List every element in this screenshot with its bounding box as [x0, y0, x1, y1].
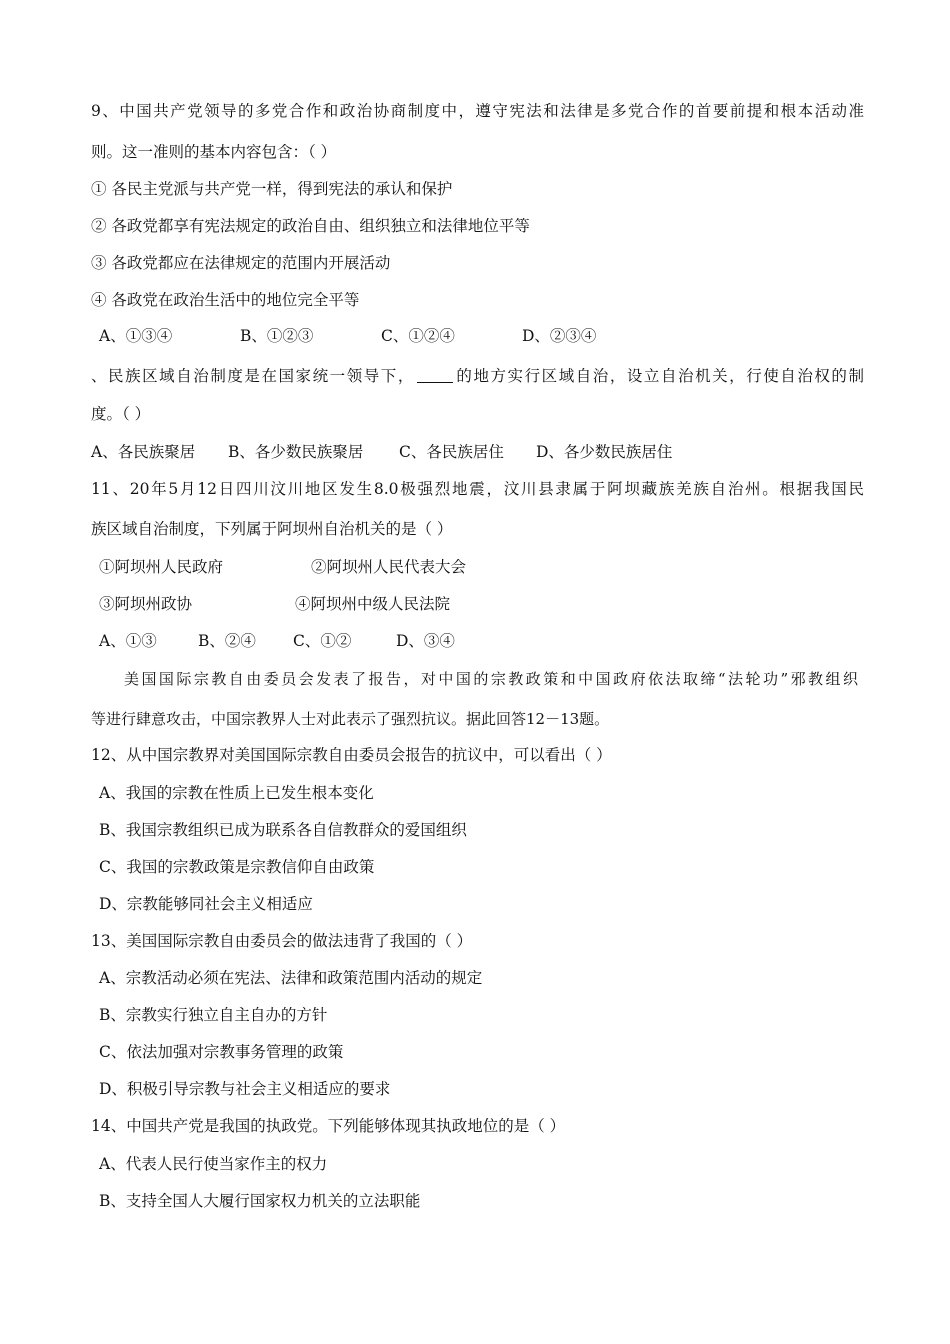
- q9-options: [99, 329, 864, 345]
- q10-options: [91, 445, 864, 461]
- passage-line1: 美国国际宗教自由委员会发表了报告，对中国的宗教政策和中国政府依法取缔“法轮功”邪教组织: [124, 670, 858, 688]
- q11-options: [99, 634, 864, 650]
- q14-stem: 14、中国共产党是我国的执政党。下列能够体现其执政地位的是（ ）: [91, 1117, 566, 1135]
- q10-stem-line1: [91, 368, 864, 385]
- q9-item-4: ④ 各政党在政治生活中的地位完全平等: [91, 291, 360, 309]
- q13-option-b[interactable]: B、宗教实行独立自主自办的方针: [99, 1006, 328, 1024]
- q9-stem-line2: 则。这一准则的基本内容包含：（ ）: [91, 143, 337, 161]
- q9-option-d[interactable]: D、②③④: [522, 327, 597, 345]
- q10-answer-blank: [417, 368, 453, 383]
- q14-option-a[interactable]: A、代表人民行使当家作主的权力: [99, 1155, 328, 1173]
- q9-item-2: ② 各政党都享有宪法规定的政治自由、组织独立和法律地位平等: [91, 217, 530, 235]
- q9-option-b[interactable]: B、①②③: [240, 327, 314, 345]
- q10-stem-post: 的地方实行区域自治，设立自治机关，行使自治权的制: [454, 367, 864, 385]
- q10-option-d[interactable]: D、各少数民族居住: [536, 443, 673, 461]
- q11-option-b[interactable]: B、②④: [198, 632, 256, 650]
- q11-item-4: ④阿坝州中级人民法院: [295, 595, 451, 613]
- q11-stem-line2: 族区域自治制度，下列属于阿坝州自治机关的是（ ）: [91, 520, 453, 538]
- q10-option-a[interactable]: A、各民族聚居: [91, 443, 196, 461]
- q14-option-b[interactable]: B、支持全国人大履行国家权力机关的立法职能: [99, 1192, 421, 1210]
- q10-option-c[interactable]: C、各民族居住: [399, 443, 504, 461]
- q12-option-b[interactable]: B、我国宗教组织已成为联系各自信教群众的爱国组织: [99, 821, 467, 839]
- q13-option-d[interactable]: D、积极引导宗教与社会主义相适应的要求: [99, 1080, 391, 1098]
- q9-stem-line1: 9、中国共产党领导的多党合作和政治协商制度中，遵守宪法和法律是多党合作的首要前提和根本活动准: [91, 102, 864, 120]
- q11-item-1: ①阿坝州人民政府: [99, 558, 224, 576]
- q10-option-b[interactable]: B、各少数民族聚居: [228, 443, 364, 461]
- q12-option-c[interactable]: C、我国的宗教政策是宗教信仰自由政策: [99, 858, 375, 876]
- q10-stem-pre: 、民族区域自治制度是在国家统一领导下，: [91, 367, 415, 385]
- q9-option-c[interactable]: C、①②④: [381, 327, 455, 345]
- q9-option-a[interactable]: A、①③④: [99, 327, 173, 345]
- q13-option-a[interactable]: A、宗教活动必须在宪法、法律和政策范围内活动的规定: [99, 969, 483, 987]
- q13-stem: 13、美国国际宗教自由委员会的做法违背了我国的（ ）: [91, 932, 473, 950]
- q11-option-a[interactable]: A、①③: [99, 632, 157, 650]
- q11-item-3: ③阿坝州政协: [99, 595, 193, 613]
- passage-line2: 等进行肆意攻击，中国宗教界人士对此表示了强烈抗议。据此回答12－13题。: [91, 710, 610, 728]
- q11-items-row1: [99, 560, 864, 576]
- q11-item-2: ②阿坝州人民代表大会: [311, 558, 467, 576]
- q9-item-3: ③ 各政党都应在法律规定的范围内开展活动: [91, 254, 391, 272]
- q11-stem-line1: 11、20年5月12日四川汶川地区发生8.0极强烈地震，汶川县隶属于阿坝藏族羌族自治州。根据我国民: [91, 480, 864, 498]
- q11-option-c[interactable]: C、①②: [293, 632, 352, 650]
- q13-option-c[interactable]: C、依法加强对宗教事务管理的政策: [99, 1043, 344, 1061]
- q11-option-d[interactable]: D、③④: [396, 632, 455, 650]
- q9-item-1: ① 各民主党派与共产党一样，得到宪法的承认和保护: [91, 180, 453, 198]
- q12-stem: 12、从中国宗教界对美国国际宗教自由委员会报告的抗议中，可以看出（ ）: [91, 746, 612, 764]
- q12-option-d[interactable]: D、宗教能够同社会主义相适应: [99, 895, 313, 913]
- q10-stem-line2: 度。（ ）: [91, 405, 151, 423]
- q11-items-row2: [99, 597, 864, 613]
- q12-option-a[interactable]: A、我国的宗教在性质上已发生根本变化: [99, 784, 374, 802]
